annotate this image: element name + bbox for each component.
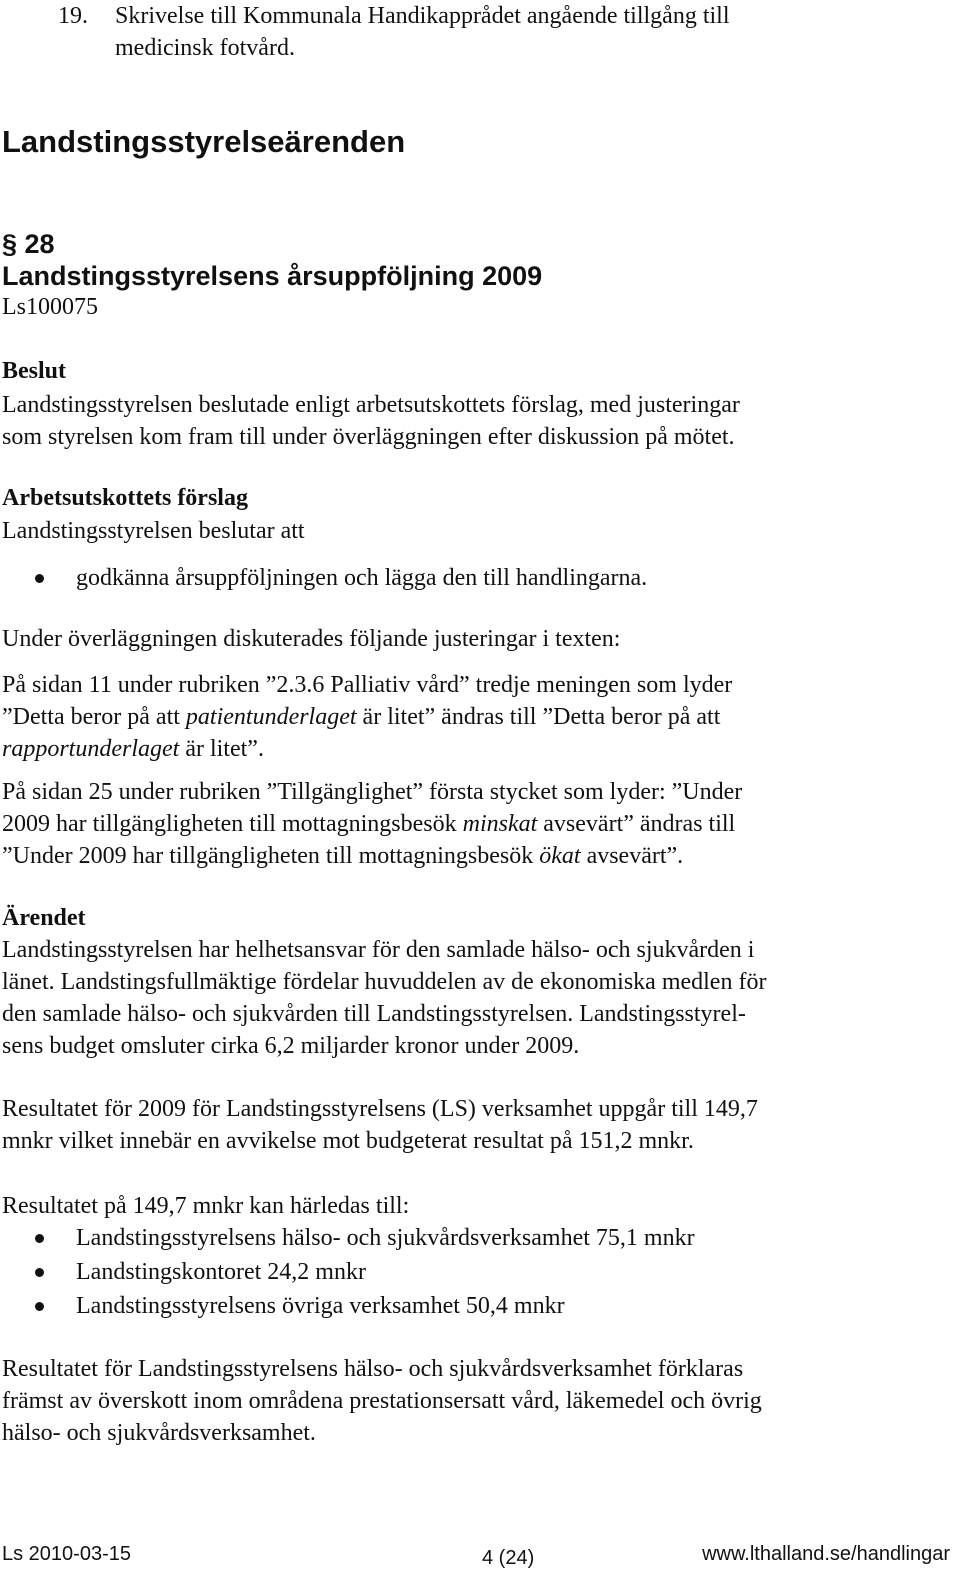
bullet-icon — [35, 574, 44, 583]
forslag-heading: Arbetsutskottets förslag — [2, 485, 248, 511]
forslag-intro: Landstingsstyrelsen beslutar att — [2, 518, 305, 544]
text-line: Landstingsstyrelsen har helhetsansvar för den samlade hälso- och sjukvården i — [2, 937, 755, 963]
text-line: På sidan 25 under rubriken ”Tillgänglighet” första stycket som lyder: ”Under — [2, 779, 743, 805]
text-line: länet. Landstingsfullmäktige fördelar huvuddelen av de ekonomiska medlen för — [2, 969, 767, 995]
paragraph-number: § 28 — [2, 229, 55, 259]
footer-url: www.lthalland.se/handlingar — [702, 1543, 950, 1565]
text-line — [2, 733, 942, 765]
justering-paragraph-2 — [2, 776, 942, 872]
text-run: 2009 har tillgängligheten till mottagningsbesök — [2, 811, 463, 837]
paragraph-title: Landstingsstyrelsens årsuppföljning 2009 — [2, 261, 543, 291]
list-item: Landstingskontoret 24,2 mnkr — [76, 1259, 366, 1285]
text-line: På sidan 11 under rubriken ”2.3.6 Palliativ vård” tredje meningen som lyder — [2, 672, 733, 698]
text-line: Landstingsstyrelsen beslutade enligt arbetsutskottets förslag, med justeringar — [2, 392, 740, 418]
justering-paragraph-1 — [2, 669, 942, 765]
list-item: Landstingsstyrelsens övriga verksamhet 50,4 mnkr — [76, 1293, 565, 1319]
text-run: avsevärt”. — [580, 843, 684, 869]
italic-term: rapportunderlaget — [2, 736, 180, 762]
text-line: den samlade hälso- och sjukvården till Landstingsstyrelsen. Landstingsstyrel- — [2, 1001, 746, 1027]
text-line: sens budget omsluter cirka 6,2 miljarder kronor under 2009. — [2, 1033, 580, 1059]
beslut-heading: Beslut — [2, 358, 67, 384]
text-line: mnkr vilket innebär en avvikelse mot budgeterat resultat på 151,2 mnkr. — [2, 1128, 694, 1154]
arendet-paragraph-2 — [2, 1093, 942, 1157]
bullet-icon — [35, 1302, 44, 1311]
text-run: avsevärt” ändras till — [537, 811, 736, 837]
text-line: Resultatet för Landstingsstyrelsens hälso- och sjukvårdsverksamhet förklaras — [2, 1356, 744, 1382]
diarie-number: Ls100075 — [2, 294, 98, 320]
text-run: ”Under 2009 har tillgängligheten till mottagningsbesök — [2, 843, 540, 869]
text-line: Resultatet för 2009 för Landstingsstyrelsens (LS) verksamhet uppgår till 149,7 — [2, 1096, 758, 1122]
text-line: främst av överskott inom områdena prestationsersatt vård, läkemedel och övrig — [2, 1388, 762, 1414]
arendet-paragraph-3-intro: Resultatet på 149,7 mnkr kan härledas till: — [2, 1193, 410, 1219]
text-line — [2, 701, 942, 733]
text-run: är litet”. — [179, 736, 264, 762]
section-heading: Landstingsstyrelseärenden — [2, 124, 406, 159]
item-text-line: Skrivelse till Kommunala Handikapprådet angående tillgång till — [115, 3, 730, 29]
italic-term: patientunderlaget — [185, 704, 357, 730]
text-line: som styrelsen kom fram till under överläggningen efter diskussion på mötet. — [2, 424, 735, 450]
justeringar-intro: Under överläggningen diskuterades följande justeringar i texten: — [2, 626, 621, 652]
bullet-icon — [35, 1234, 44, 1243]
italic-term: ökat — [539, 843, 581, 869]
text-run: ”Detta beror på att — [2, 704, 186, 730]
item-text-line: medicinsk fotvård. — [115, 35, 295, 61]
text-line — [2, 808, 942, 840]
item-text — [115, 0, 875, 64]
footer-date: Ls 2010-03-15 — [2, 1543, 131, 1565]
forslag-bullet-text: godkänna årsuppföljningen och lägga den till handlingarna. — [76, 565, 648, 591]
text-line: hälso- och sjukvårdsverksamhet. — [2, 1420, 316, 1446]
footer-page-number: 4 (24) — [482, 1547, 535, 1569]
text-line — [2, 840, 942, 872]
text-run: är litet” ändras till ”Detta beror på att — [356, 704, 721, 730]
item-number: 19. — [58, 3, 88, 29]
arendet-heading: Ärendet — [2, 905, 86, 931]
arendet-paragraph-4 — [2, 1353, 942, 1449]
beslut-text — [2, 389, 942, 453]
arendet-paragraph-1 — [2, 934, 942, 1062]
italic-term: minskat — [462, 811, 538, 837]
bullet-icon — [35, 1268, 44, 1277]
list-item: Landstingsstyrelsens hälso- och sjukvårdsverksamhet 75,1 mnkr — [76, 1225, 695, 1251]
